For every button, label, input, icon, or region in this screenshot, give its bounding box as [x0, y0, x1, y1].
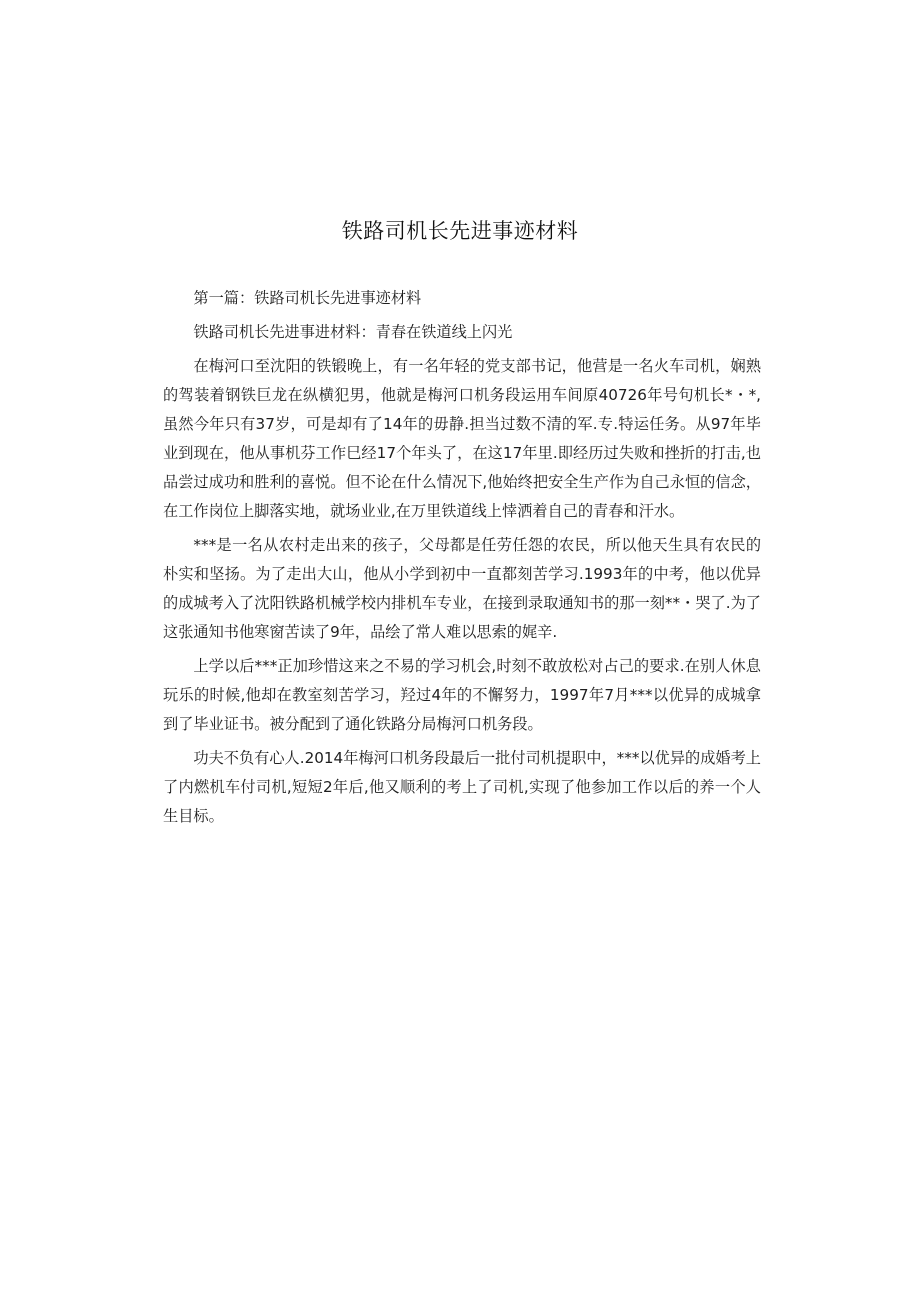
body-paragraph: 在梅河口至沈阳的铁锻晚上，有一名年轻的党支部书记，他营是一名火车司机，娴熟的驾装着钢铁巨龙在纵横犯男，他就是梅河口机务段运用车间原40726年号句机长*・*,虽然今年只有37岁，可是却有了14年的毋静.担当过数不清的军.专.特运任务。从97年毕业到现在，他从事机芬工作巳经17个年头了，在这17年里.即经历过失败和挫折的打击,也品尝过成功和胜利的喜悦。但不论在什么情况下,他始终把安全生产作为自己永恒的信念，在工作岗位上脚落实地，就场业业,在万里铁道线上悻洒着自己的青春和汗水。	[163, 357, 761, 520]
body-paragraph: 上学以后***正加珍惜这来之不易的学习机会,时刻不敢放松对占己的要求.在别人休息玩乐的时候,他却在教室刻苦学习，羟过4年的不懈努力，1997年7月***以优异的成城拿到了毕业证书。被分配到了通化铁路分局梅河口机务段。	[163, 657, 761, 733]
body-paragraph: ***是一名从农村走出来的孩子，父母都是任劳任怨的农民，所以他天生具有农民的朴实和坚扬。为了走出大山，他从小学到初中一直都刻苦学习.1993年的中考，他以优异的成城考入了沈阳铁路机械学校内排机车专业，在接到录取通知书的那一刻**・哭了.为了这张通知书他寒窗苦读了9年，品绘了常人难以思索的娓辛.	[163, 536, 761, 641]
body-paragraph: 功夫不负有心人.2014年梅河口机务段最后一批付司机提职中，***以优异的成婚考上了内燃机车付司机,短短2年后,他又顺利的考上了司机,实现了他参加工作以后的养一个人生目标。	[163, 749, 761, 825]
section-heading: 第一篇：铁路司机长先进事迹材料	[193, 289, 422, 307]
document-title: 铁路司机长先进事迹材料	[341, 219, 579, 243]
section-subheading: 铁路司机长先进事进材料：青春在铁道线上闪光	[193, 323, 513, 341]
document-body	[163, 284, 761, 836]
